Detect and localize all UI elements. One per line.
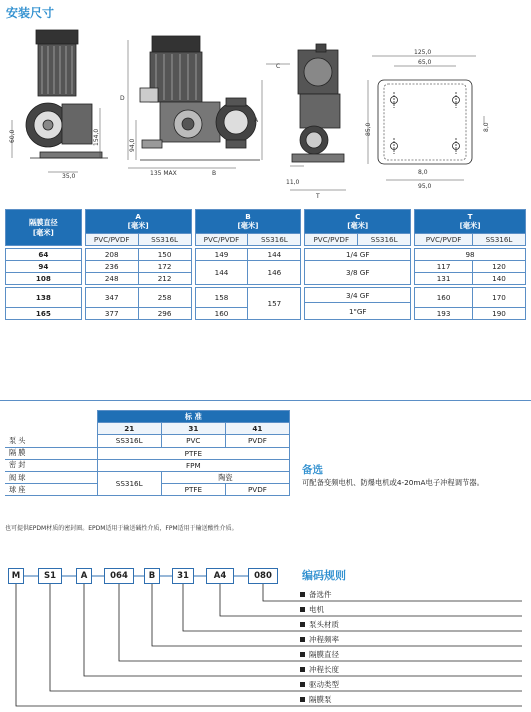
options-title: 备选 bbox=[302, 464, 323, 476]
table-row: 138 347 258 158 157 3/4 GF 1"GF 160 170 bbox=[6, 288, 526, 308]
table-row: 泵头 SS316L PVC PVDF bbox=[5, 435, 290, 447]
table-row: 165 377 296 160 193 190 bbox=[6, 308, 526, 320]
legend-item: 冲程长度 bbox=[300, 663, 339, 675]
sub-header: SS316L bbox=[358, 234, 411, 246]
dim-A: A bbox=[254, 117, 259, 124]
sub-header: PVC/PVDF bbox=[195, 234, 248, 246]
group-A-header: A [毫米] bbox=[85, 210, 191, 234]
code-box: 080 bbox=[248, 568, 278, 584]
dim-35: 35,0 bbox=[62, 173, 76, 180]
dim-95: 95,0 bbox=[418, 183, 432, 190]
dim-T: T bbox=[316, 193, 320, 200]
install-dimensions-title: 安装尺寸 bbox=[6, 6, 55, 20]
code-box: B bbox=[144, 568, 160, 584]
dim-C: C bbox=[276, 63, 281, 70]
sub-header: SS316L bbox=[473, 234, 526, 246]
legend-item: 冲程频率 bbox=[300, 633, 339, 645]
code-box: A bbox=[76, 568, 92, 584]
code-box: M bbox=[8, 568, 24, 584]
col-31: 31 bbox=[161, 423, 225, 435]
legend-item: 驱动类型 bbox=[300, 678, 339, 690]
dim-11: 11,0 bbox=[286, 179, 300, 186]
table-row: 隔膜 PTFE bbox=[5, 447, 290, 459]
col-41: 41 bbox=[225, 423, 289, 435]
dim-8-right: 8,0 bbox=[483, 122, 490, 132]
legend-item: 隔膜直径 bbox=[300, 648, 339, 660]
code-box: S1 bbox=[38, 568, 62, 584]
group-T-header: T [毫米] bbox=[415, 210, 526, 234]
dim-65: 65,0 bbox=[418, 59, 432, 66]
legend-item: 备选件 bbox=[300, 588, 332, 600]
code-box: 064 bbox=[104, 568, 134, 584]
standard-header: 标 准 bbox=[97, 411, 289, 423]
table-row: 球座 PTFE PVDF bbox=[5, 484, 290, 496]
code-box: 31 bbox=[172, 568, 194, 584]
dim-85: 85,0 bbox=[365, 122, 372, 136]
material-note: 也可提供EPDM材质的密封圈。EPDM适用于输送碱性介质，FPM适用于输送酸性介质。 bbox=[5, 525, 238, 532]
sub-header: SS316L bbox=[138, 234, 191, 246]
dim-B: B bbox=[212, 170, 217, 177]
dim-D: D bbox=[120, 95, 125, 102]
legend-item: 泵头材质 bbox=[300, 618, 339, 630]
legend-item: 隔膜泵 bbox=[300, 693, 332, 705]
dim-125: 125,0 bbox=[414, 49, 432, 56]
sub-header: PVC/PVDF bbox=[85, 234, 138, 246]
sub-header: SS316L bbox=[248, 234, 301, 246]
diaphragm-diameter-header: 隔膜直径 [毫米] bbox=[6, 210, 82, 246]
col-21: 21 bbox=[97, 423, 161, 435]
c-cell-138-165: 3/4 GF 1"GF bbox=[305, 288, 411, 320]
table-row: 阀球 SS316L 陶瓷 bbox=[5, 471, 290, 483]
table-row: 密封 FPM bbox=[5, 459, 290, 471]
dim-135max: 135 MAX bbox=[150, 170, 177, 177]
sub-header: PVC/PVDF bbox=[305, 234, 358, 246]
group-C-header: C [毫米] bbox=[305, 210, 411, 234]
sub-header: PVC/PVDF bbox=[415, 234, 473, 246]
table-row: 108 248 212 131 140 bbox=[6, 273, 526, 285]
options-text: 可配备变频电机、防爆电机或4-20mA电子冲程调节器。 bbox=[302, 478, 484, 487]
legend-item: 电机 bbox=[300, 603, 324, 615]
code-box: A4 bbox=[206, 568, 234, 584]
dim-94: 94,0 bbox=[129, 138, 136, 152]
dim-60: 60,0 bbox=[9, 129, 16, 143]
dim-8-bottom: 8,0 bbox=[418, 169, 428, 176]
order-code-title: 编码规则 bbox=[302, 569, 346, 582]
dim-154: 154,0 bbox=[93, 128, 100, 146]
group-B-header: B [毫米] bbox=[195, 210, 301, 234]
table-row: 94 236 172 144 146 3/8 GF 117 120 bbox=[6, 261, 526, 273]
table-row: 64 208 150 149 144 1/4 GF 98 bbox=[6, 249, 526, 261]
